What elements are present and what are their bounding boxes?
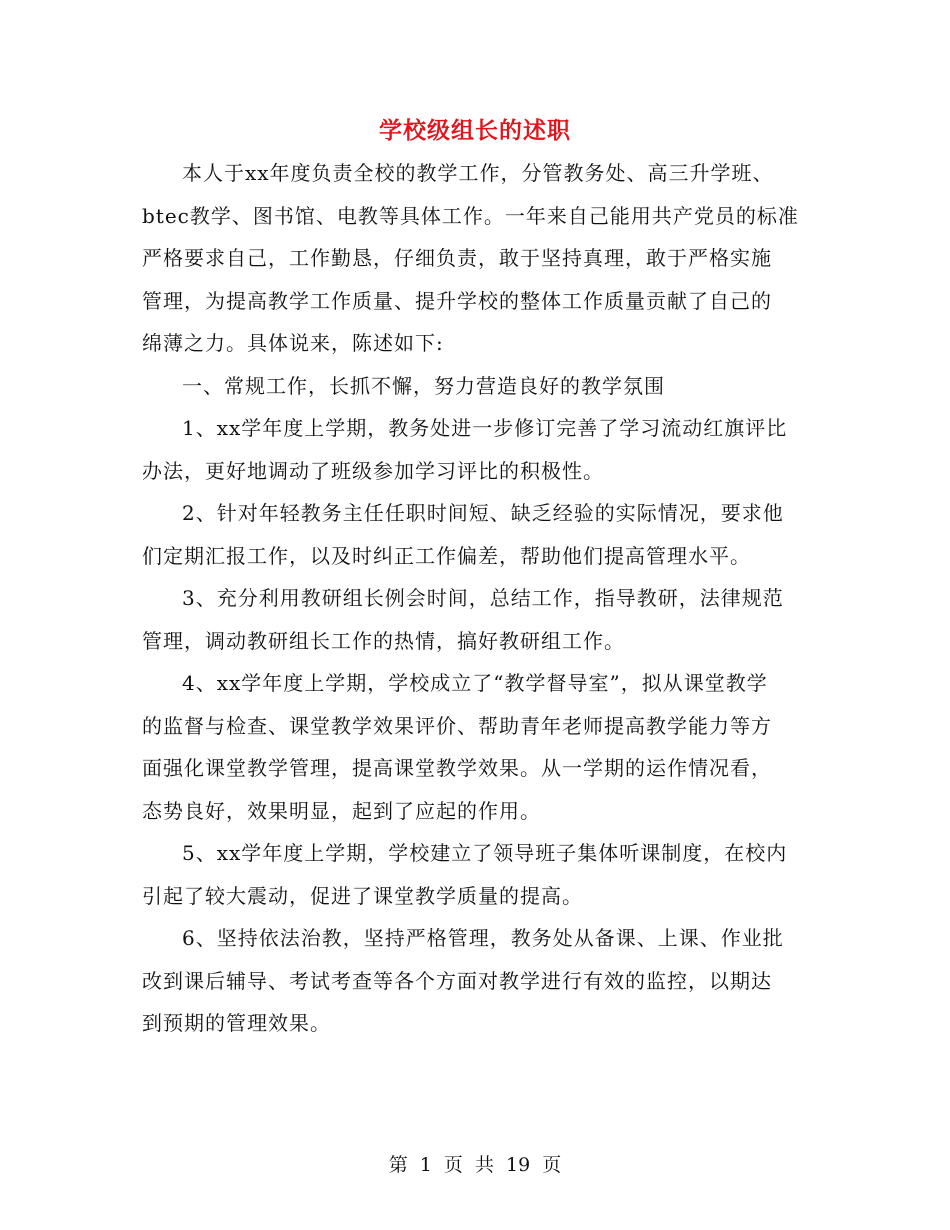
page-number-footer: 第 1 页 共 19 页 [388,1154,562,1176]
paragraph-item-4: 4、xx学年度上学期，学校成立了“教学督导室”，拟从课堂教学 的监督与检查、课堂教学效果评价、帮助青年老师提高教学能力等方 面强化课堂教学管理，提高课堂教学效果。从一学期的运作情况看， 态势良好，效果明显，起到了应起的作用。 [142,671,772,823]
paragraph-item-3: 3、充分利用教研组长例会时间，总结工作，指导教研，法律规范 管理，调动教研组长工作的热情，搞好教研组工作。 [142,586,784,653]
document-title: 学校级组长的述职 [379,117,571,144]
paragraph-item-2: 2、针对年轻教务主任任职时间短、缺乏经验的实际情况，要求他 们定期汇报工作，以及时纠正工作偏差，帮助他们提高管理水平。 [142,501,784,568]
paragraph-intro: 本人于xx年度负责全校的教学工作，分管教务处、高三升学班、 btec教学、图书馆、电教等具体工作。一年来自己能用共产党员的标准 严格要求自己，工作勤恳，仔细负责，敢于坚持真理，敢于严格实施 管理，为提高教学工作质量、提升学校的整体工作质量贡献了自己的 绵薄之力。具体说来，陈述如下: [142,161,799,355]
paragraph-item-5: 5、xx学年度上学期，学校建立了领导班子集体听课制度，在校内 引起了较大震动，促进了课堂教学质量的提高。 [142,841,788,908]
document-body [142,152,810,1045]
paragraph-section-heading: 一、常规工作，长抓不懈，努力营造良好的教学氛围 [182,373,665,398]
paragraph-item-1: 1、xx学年度上学期，教务处进一步修订完善了学习流动红旗评比 办法，更好地调动了班级参加学习评比的积极性。 [142,416,788,483]
paragraph-item-6: 6、坚持依法治教，坚持严格管理，教务处从备课、上课、作业批 改到课后辅导、考试考查等各个方面对教学进行有效的监控，以期达 到预期的管理效果。 [142,926,784,1035]
